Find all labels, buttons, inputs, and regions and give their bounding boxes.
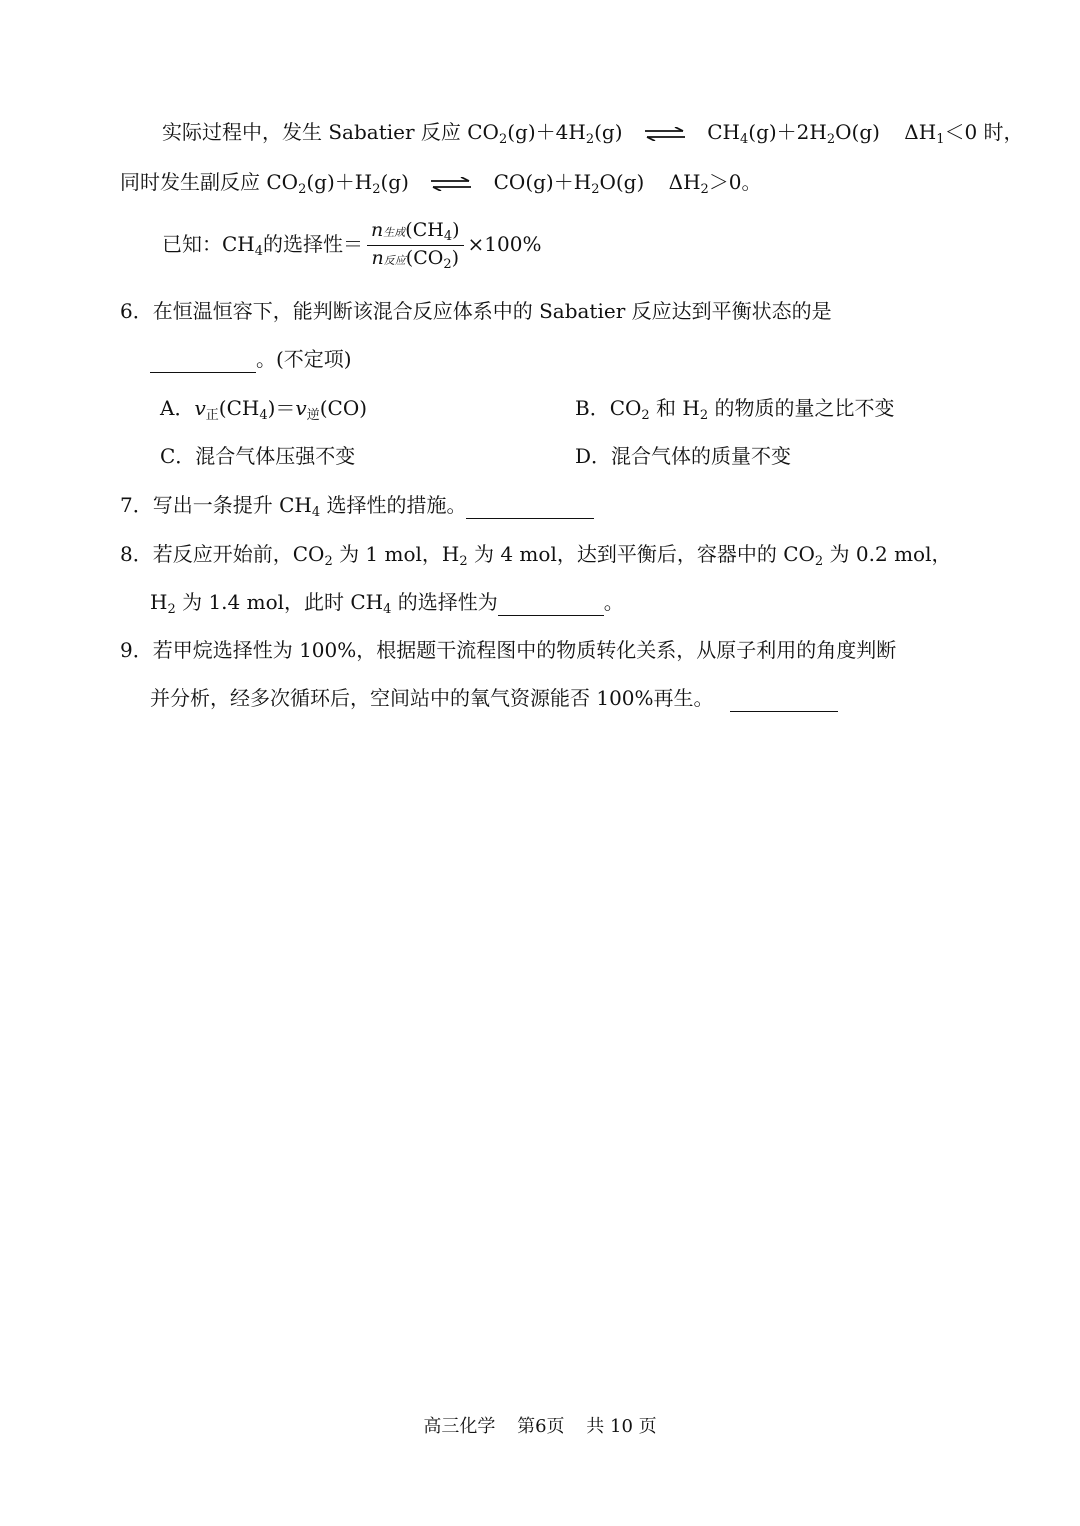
question-6-blank-line: 。(不定项) <box>150 345 352 373</box>
answer-blank[interactable] <box>466 496 594 519</box>
question-8-text: 8．若反应开始前，$CO_2$ 为 1 mol，$H_2$ 为 4 mol，达到平衡后，容器中的 $CO_2$ 为 0.2 mol， <box>120 542 952 569</box>
selectivity-fraction: $\frac{n生成(CH_4)}{n反应(CO_2)}$ <box>367 218 463 273</box>
footer-subject: 高三化学 <box>423 1416 496 1437</box>
equilibrium-arrow-icon <box>429 177 473 191</box>
answer-blank[interactable] <box>498 593 604 616</box>
question-7-text: 7．写出一条提升 $CH_4$ 选择性的措施。 <box>120 491 594 519</box>
question-8-line-2: $H_2$ 为 1.4 mol，此时 $CH_4$ 的选择性为 。 <box>150 590 624 617</box>
footer-page: 第6页 <box>517 1416 565 1437</box>
option-a[interactable]: A．$v_正(CH_4)=v_逆(CO)$ <box>160 396 368 423</box>
equilibrium-arrow-icon <box>643 127 687 141</box>
question-9-text: 9．若甲烷选择性为 100%，根据题干流程图中的物质转化关系，从原子利用的角度判断 <box>120 638 897 662</box>
option-d[interactable]: D．混合气体的质量不变 <box>575 444 792 468</box>
reaction-line-2: 同时发生副反应 $CO_2(g)+H_2(g)$ $CO(g)+H_2O(g)$ $\Delta H_2>0$。 <box>120 170 762 197</box>
question-6-text: 6．在恒温恒容下，能判断该混合反应体系中的 Sabatier 反应达到平衡状态的是 <box>120 299 832 323</box>
option-c[interactable]: C．混合气体压强不变 <box>160 444 356 468</box>
footer-total: 共 10 页 <box>586 1416 657 1437</box>
option-b[interactable]: B．$CO_2$ 和 $H_2$ 的物质的量之比不变 <box>575 396 895 423</box>
selectivity-formula: 已知：$CH_4$的选择性＝ $\frac{n生成(CH_4)}{n反应(CO_2)}$ ×100% <box>162 219 542 272</box>
answer-blank[interactable] <box>730 689 838 712</box>
answer-blank[interactable] <box>150 350 256 373</box>
page-footer <box>0 1412 1080 1438</box>
reaction-line-1: 实际过程中，发生 Sabatier 反应 $CO_2(g)+4H_2(g)$ $CH_4(g)+2H_2O(g)$ $\Delta H_1<0$ 时， <box>162 120 1024 147</box>
question-9-line-2: 并分析，经多次循环后，空间站中的氧气资源能否 100%再生。 <box>150 684 838 712</box>
